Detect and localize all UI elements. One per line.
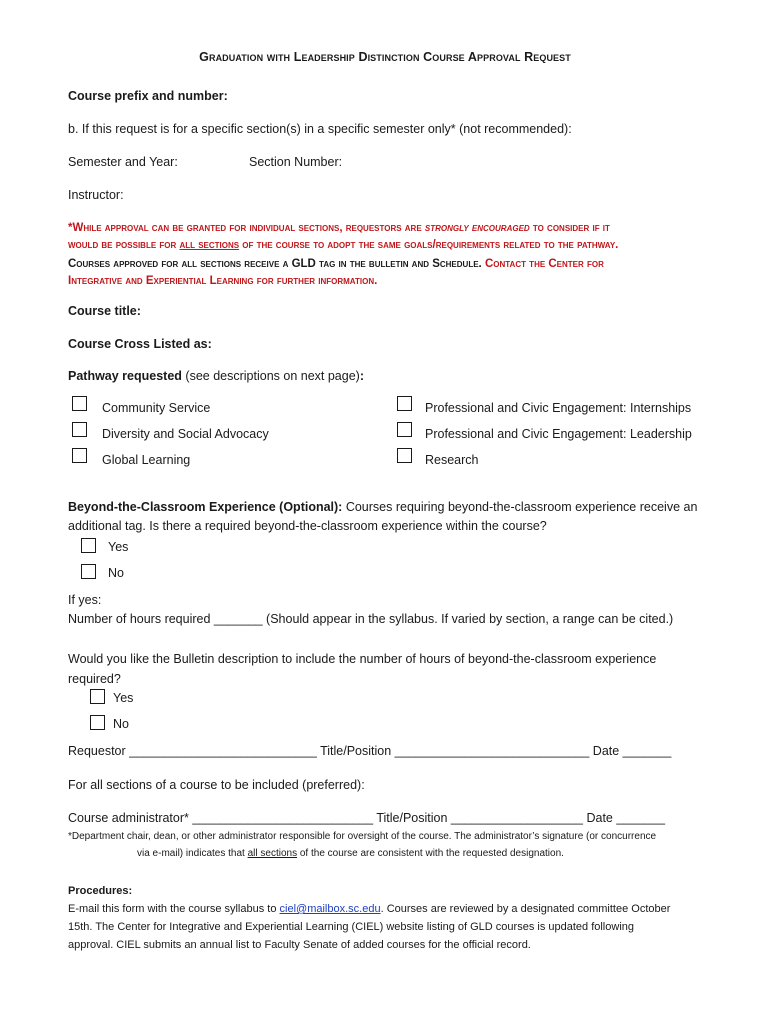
notice-line-4: Integrative and Experiential Learning for further information. — [68, 275, 378, 287]
bulletin-question-line-1: Would you like the Bulletin description to include the number of hours of beyond-the-classroom experience — [68, 652, 657, 666]
notice-text: of the course to adopt the same goals/requirements related to the pathway. — [239, 239, 619, 251]
btc-line-2: additional tag. Is there a required beyond-the-classroom experience within the course? — [68, 519, 547, 533]
course-prefix-label: Course prefix and number: — [68, 89, 228, 103]
notice-emphasis: strongly encouraged — [424, 222, 530, 234]
page-title: Graduation with Leadership Distinction Course Approval Request — [199, 50, 571, 64]
semester-year-label: Semester and Year: — [68, 155, 178, 169]
pathway-option-community-service: Community Service — [102, 401, 211, 415]
section-number-label: Section Number: — [249, 155, 343, 169]
pathway-option-leadership: Professional and Civic Engagement: Leadership — [425, 427, 692, 441]
checkbox-btc-yes[interactable] — [81, 538, 96, 553]
footnote-underline: all sections — [247, 848, 298, 859]
procedures-text: . Courses are reviewed by a designated committee October — [380, 903, 671, 915]
notice-line-3 — [68, 254, 708, 273]
procedures-line-2: 15th. The Center for Integrative and Experiential Learning (CIEL) website listing of GLD courses is updated following — [68, 921, 634, 933]
notice-text: to consider if it — [529, 222, 610, 234]
bulletin-yes-label: Yes — [113, 691, 134, 705]
requestor-signature-line[interactable]: Requestor ___________________________ Title/Position ____________________________ Date _______ — [68, 744, 672, 758]
administrator-signature-line[interactable]: Course administrator* __________________________ Title/Position ___________________ Date _______ — [68, 811, 666, 825]
checkbox-internships[interactable] — [397, 396, 412, 411]
procedures-text: E-mail this form with the course syllabus to — [68, 903, 280, 915]
pathway-colon: : — [359, 369, 364, 383]
btc-line-1 — [68, 500, 697, 514]
notice-contact: Contact the Center for — [481, 258, 604, 270]
checkbox-btc-no[interactable] — [81, 564, 96, 579]
footnote-text: via e-mail) indicates that — [137, 848, 248, 859]
notice-underline: all sections — [179, 239, 240, 251]
btc-text: Courses requiring beyond-the-classroom experience receive an — [342, 500, 698, 514]
pathway-option-diversity: Diversity and Social Advocacy — [102, 427, 269, 441]
footnote-text: of the course are consistent with the requested designation. — [297, 848, 564, 859]
pathway-label — [68, 369, 364, 383]
bulletin-no-label: No — [113, 717, 129, 731]
notice-text: Courses approved for all sections receive a GLD tag in the bulletin and Schedule. — [68, 258, 482, 270]
btc-no-label: No — [108, 566, 124, 580]
all-sections-label: For all sections of a course to be included (preferred): — [68, 778, 365, 792]
footnote-line-2 — [137, 848, 564, 859]
course-title-label: Course title: — [68, 304, 141, 318]
notice-text: *While approval can be granted for individual sections, requestors are — [68, 222, 425, 234]
checkbox-leadership[interactable] — [397, 422, 412, 437]
pathway-hint: (see descriptions on next page) — [181, 369, 360, 383]
checkbox-research[interactable] — [397, 448, 412, 463]
procedures-line-3: approval. CIEL submits an annual list to Faculty Senate of added courses for the official record. — [68, 939, 531, 951]
hours-required-line: Number of hours required _______ (Should appear in the syllabus. If varied by section, a range can be cited.) — [68, 612, 674, 626]
btc-yes-label: Yes — [108, 540, 129, 554]
pathway-option-internships: Professional and Civic Engagement: Internships — [425, 401, 692, 415]
cross-listed-label: Course Cross Listed as: — [68, 337, 212, 351]
specific-section-text: b. If this request is for a specific section(s) in a specific semester only* (not recommended): — [68, 122, 572, 136]
notice-text: would be possible for — [68, 239, 180, 251]
checkbox-diversity-social-advocacy[interactable] — [72, 422, 87, 437]
checkbox-community-service[interactable] — [72, 396, 87, 411]
pathway-option-research: Research — [425, 453, 479, 467]
bulletin-question-line-2: required? — [68, 672, 121, 686]
notice-line-1 — [68, 220, 708, 237]
instructor-label: Instructor: — [68, 188, 124, 202]
checkbox-bulletin-no[interactable] — [90, 715, 105, 730]
footnote-line-1: *Department chair, dean, or other administrator responsible for oversight of the course. The administrator’s signature (or concurrence — [68, 831, 657, 842]
btc-heading: Beyond-the-Classroom Experience (Optional): — [68, 500, 343, 514]
checkbox-bulletin-yes[interactable] — [90, 689, 105, 704]
pathway-option-global-learning: Global Learning — [102, 453, 191, 467]
procedures-line-1 — [68, 900, 670, 918]
checkbox-global-learning[interactable] — [72, 448, 87, 463]
ciel-email-link[interactable]: ciel@mailbox.sc.edu — [279, 903, 381, 915]
if-yes-label: If yes: — [68, 593, 102, 607]
notice-block — [68, 220, 708, 290]
procedures-heading: Procedures: — [68, 885, 133, 897]
pathway-label-text: Pathway requested — [68, 369, 182, 383]
notice-line-2 — [68, 237, 708, 254]
